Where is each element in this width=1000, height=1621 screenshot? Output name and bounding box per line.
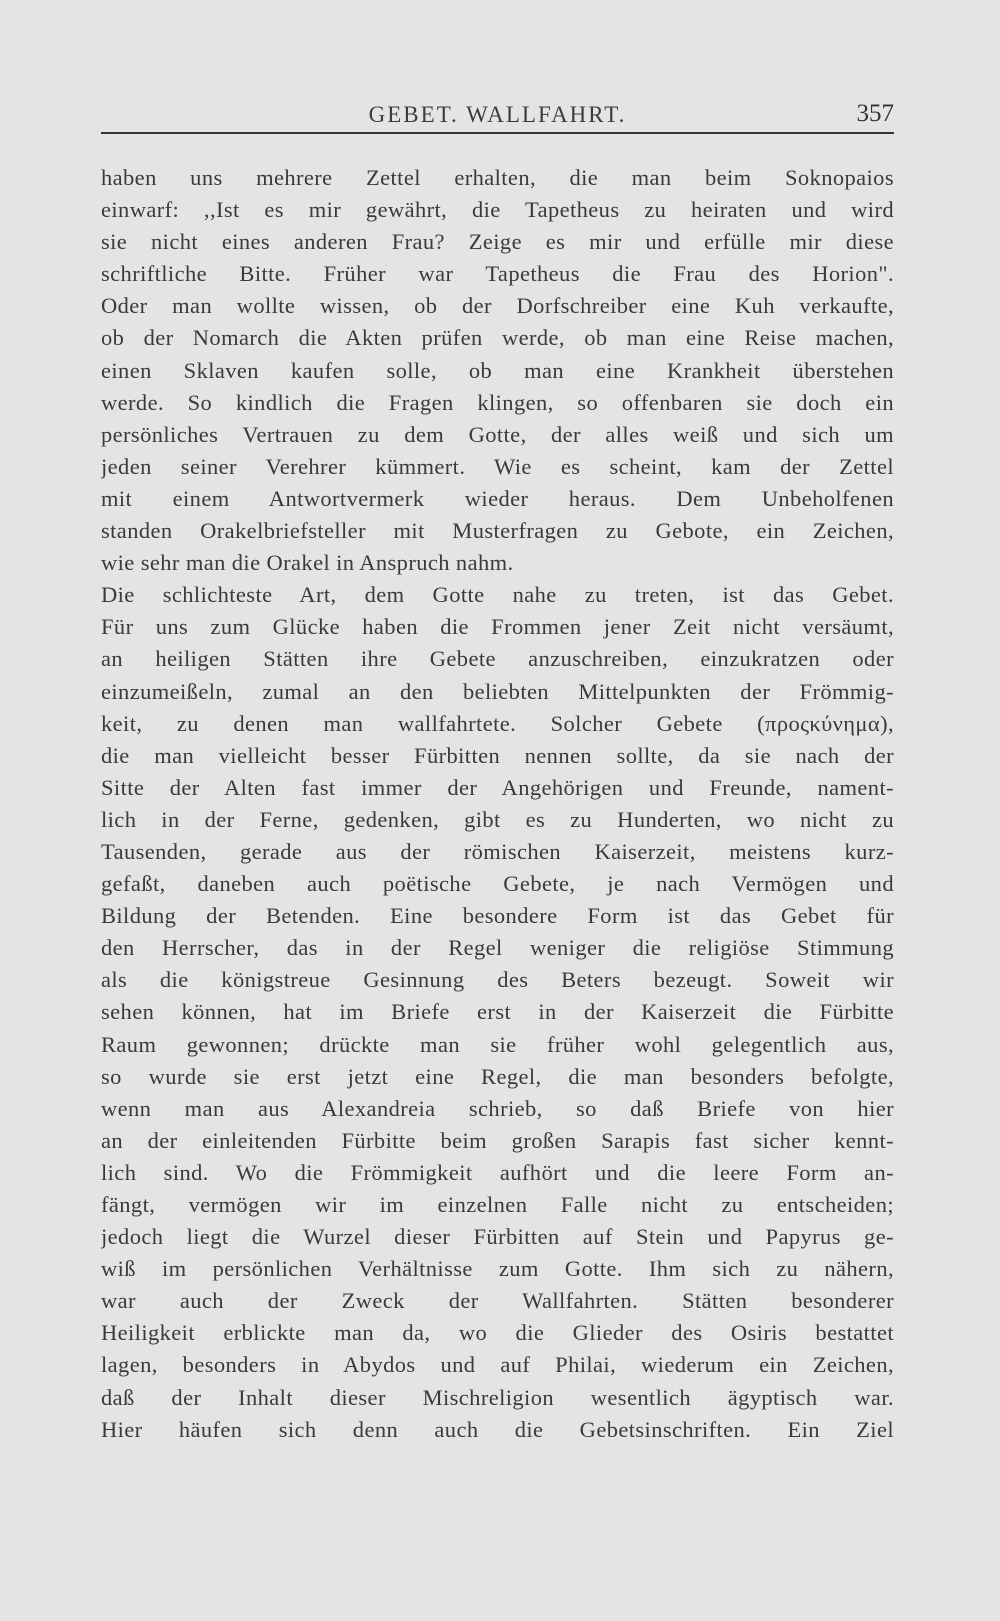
text-line: Die schlichteste Art, dem Gotte nahe zu treten, ist das Gebet. bbox=[101, 582, 894, 608]
text-line: den Herrscher, das in der Regel weniger die religiöse Stimmung bbox=[101, 935, 894, 961]
text-line: jeden seiner Verehrer kümmert. Wie es scheint, kam der Zettel bbox=[101, 453, 894, 479]
text-line: mit einem Antwortvermerk wieder heraus. Dem Unbeholfenen bbox=[101, 485, 894, 511]
text-line: die man vielleicht besser Fürbitten nennen sollte, da sie nach der bbox=[101, 742, 894, 768]
text-line: daß der Inhalt dieser Mischreligion wesentlich ägyptisch war. bbox=[101, 1384, 894, 1410]
text-line: einzumeißeln, zumal an den beliebten Mittelpunkten der Frömmig- bbox=[101, 678, 894, 704]
text-line: Hier häufen sich denn auch die Gebetsinschriften. Ein Ziel bbox=[101, 1416, 894, 1442]
body-text bbox=[101, 162, 894, 1446]
text-line: Für uns zum Glücke haben die Frommen jener Zeit nicht versäumt, bbox=[101, 614, 894, 640]
text-line: keit, zu denen man wallfahrtete. Solcher Gebete (προςκύνημα), bbox=[101, 710, 894, 736]
text-line: sehen können, hat im Briefe erst in der Kaiserzeit die Fürbitte bbox=[101, 999, 894, 1025]
text-line: wie sehr man die Orakel in Anspruch nahm. bbox=[101, 550, 514, 576]
text-line: lagen, besonders in Abydos und auf Philai, wiederum ein Zeichen, bbox=[101, 1352, 894, 1378]
text-line: schriftliche Bitte. Früher war Tapetheus die Frau des Horion". bbox=[101, 261, 894, 287]
text-line: Sitte der Alten fast immer der Angehörigen und Freunde, nament- bbox=[101, 774, 894, 800]
text-line: wenn man aus Alexandreia schrieb, so daß Briefe von hier bbox=[101, 1095, 894, 1121]
header-rule bbox=[101, 132, 894, 134]
text-line: Raum gewonnen; drückte man sie früher wohl gelegentlich aus, bbox=[101, 1031, 894, 1057]
text-line: ob der Nomarch die Akten prüfen werde, ob man eine Reise machen, bbox=[101, 325, 894, 351]
page-number: 357 bbox=[856, 100, 894, 127]
text-line: als die königstreue Gesinnung des Beters bezeugt. Soweit wir bbox=[101, 967, 894, 993]
text-line: Heiligkeit erblickte man da, wo die Glieder des Osiris bestattet bbox=[101, 1320, 894, 1346]
text-line: so wurde sie erst jetzt eine Regel, die man besonders befolgte, bbox=[101, 1063, 894, 1089]
text-line: haben uns mehrere Zettel erhalten, die man beim Soknopaios bbox=[101, 165, 894, 190]
text-line: Bildung der Betenden. Eine besondere Form ist das Gebet für bbox=[101, 903, 894, 929]
running-head: GEBET. WALLFAHRT. bbox=[368, 102, 627, 127]
text-line: wiß im persönlichen Verhältnisse zum Gotte. Ihm sich zu nähern, bbox=[101, 1256, 894, 1282]
text-line: einen Sklaven kaufen solle, ob man eine Krankheit überstehen bbox=[101, 357, 894, 383]
text-line: fängt, vermögen wir im einzelnen Falle nicht zu entscheiden; bbox=[101, 1192, 894, 1217]
text-line: an der einleitenden Fürbitte beim großen Sarapis fast sicher kennt- bbox=[101, 1127, 894, 1153]
text-line: sie nicht eines anderen Frau? Zeige es mir und erfülle mir diese bbox=[101, 229, 894, 255]
text-line: lich in der Ferne, gedenken, gibt es zu Hunderten, wo nicht zu bbox=[101, 806, 894, 832]
page-header bbox=[101, 98, 894, 132]
text-line: werde. So kindlich die Fragen klingen, so offenbaren sie doch ein bbox=[101, 389, 894, 415]
text-line: Oder man wollte wissen, ob der Dorfschreiber eine Kuh verkaufte, bbox=[101, 293, 894, 319]
text-line: einwarf: ,,Ist es mir gewährt, die Tapetheus zu heiraten und wird bbox=[101, 197, 894, 223]
text-line: an heiligen Stätten ihre Gebete anzuschreiben, einzukratzen oder bbox=[101, 646, 894, 672]
text-line: gefaßt, daneben auch poëtische Gebete, je nach Vermögen und bbox=[101, 871, 894, 897]
text-line: Tausenden, gerade aus der römischen Kaiserzeit, meistens kurz- bbox=[101, 838, 894, 864]
text-line: standen Orakelbriefsteller mit Musterfragen zu Gebote, ein Zeichen, bbox=[101, 518, 894, 544]
text-line: lich sind. Wo die Frömmigkeit aufhört und die leere Form an- bbox=[101, 1159, 894, 1185]
text-line: jedoch liegt die Wurzel dieser Fürbitten auf Stein und Papyrus ge- bbox=[101, 1224, 894, 1250]
text-line: persönliches Vertrauen zu dem Gotte, der alles weiß und sich um bbox=[101, 421, 894, 447]
text-line: war auch der Zweck der Wallfahrten. Stätten besonderer bbox=[101, 1288, 894, 1314]
